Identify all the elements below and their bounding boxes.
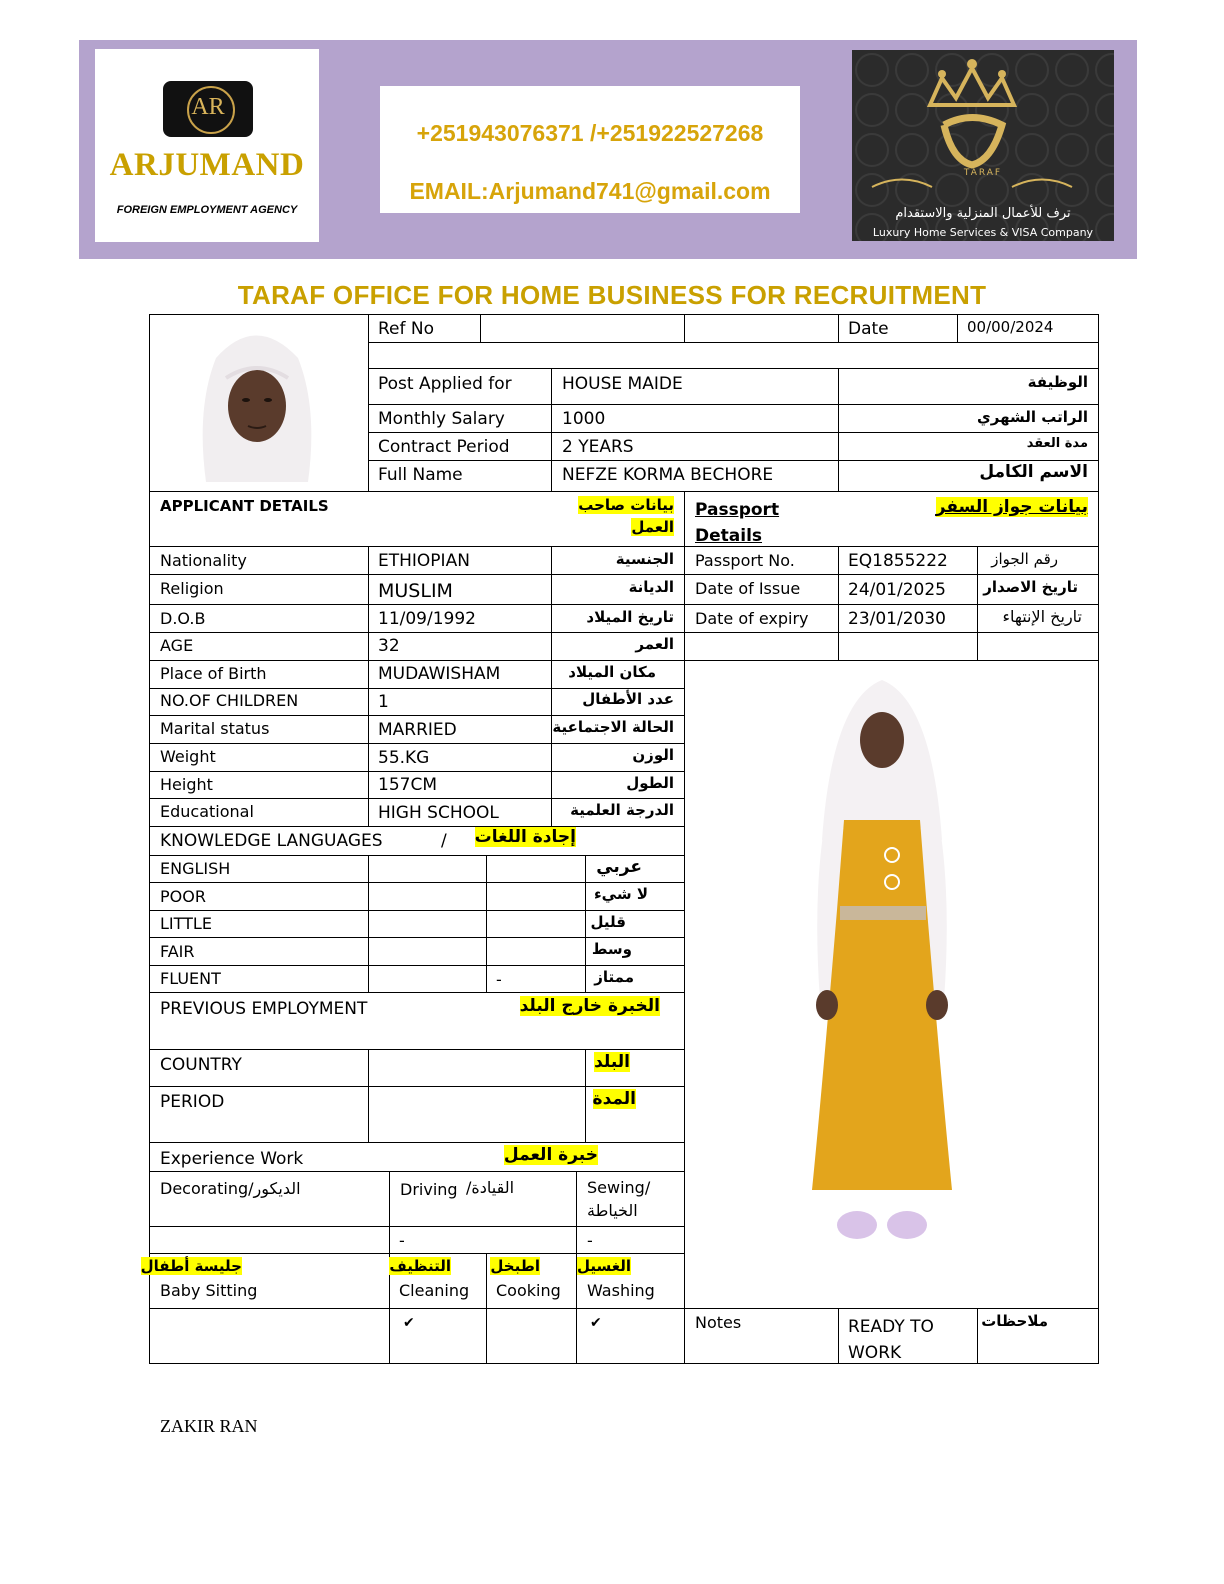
date-label: Date	[848, 319, 889, 339]
age-ar: العمر	[635, 635, 674, 653]
driving-ar: /القيادة	[466, 1178, 515, 1197]
age-value: 32	[378, 636, 400, 656]
passport-heading-1: Passport	[695, 500, 780, 520]
applicant-full-body-photo	[792, 670, 974, 1260]
driving-label: Driving	[400, 1180, 458, 1199]
monthly-salary-label: Monthly Salary	[378, 409, 505, 429]
skill-cleaning-en: Cleaning	[399, 1281, 470, 1300]
lang-english-label: ENGLISH	[160, 859, 231, 878]
sewing-mark: -	[587, 1231, 593, 1250]
lang-fluent-ar: ممتاز	[594, 968, 634, 986]
sewing-label-2: الخياطة	[587, 1201, 638, 1220]
educational-label: Educational	[160, 802, 254, 821]
notes-ar: ملاحظات	[981, 1312, 1048, 1330]
children-ar: عدد الأطفال	[582, 690, 674, 708]
skill-cleaning-ar	[389, 1256, 451, 1276]
languages-ar-text: إجادة اللغات	[474, 827, 576, 847]
applicant-portrait-photo	[176, 318, 338, 482]
passport-no-label: Passport No.	[695, 551, 795, 570]
date-of-issue-label: Date of Issue	[695, 579, 801, 598]
place-of-birth-value: MUDAWISHAM	[378, 664, 501, 684]
passport-no-ar: رقم الجواز	[991, 550, 1058, 568]
post-applied-ar: الوظيفة	[1027, 373, 1088, 391]
educational-ar: الدرجة العلمية	[570, 801, 674, 819]
passport-details-ar	[880, 497, 1088, 517]
children-value: 1	[378, 692, 389, 712]
lang-little-label: LITTLE	[160, 914, 212, 933]
notes-value-1: READY TO	[848, 1317, 934, 1337]
passport-details-heading	[695, 497, 779, 549]
notes-value-2: WORK	[848, 1343, 902, 1363]
date-of-issue-value: 24/01/2025	[848, 580, 946, 600]
sewing-label-1: Sewing/	[587, 1178, 651, 1197]
previous-employment-ar	[500, 996, 660, 1016]
taraf-logo	[852, 50, 1114, 241]
contact-box	[380, 86, 800, 213]
logo-name: ARJUMAND	[109, 147, 305, 183]
height-value: 157CM	[378, 775, 437, 795]
children-label: NO.OF CHILDREN	[160, 691, 299, 710]
lang-fluent-mark: -	[496, 970, 502, 989]
lang-little-ar: قليل	[590, 913, 626, 931]
skill-washing-en: Washing	[587, 1281, 655, 1300]
email-address: EMAIL:Arjumand741@gmail.com	[409, 178, 771, 204]
previous-employment-ar-text: الخبرة خارج البلد	[519, 996, 660, 1016]
height-ar: الطول	[626, 774, 674, 792]
lang-english-ar: عربي	[596, 857, 642, 877]
date-of-expiry-ar: تاريخ الإنتهاء	[1002, 607, 1082, 626]
marital-status-ar: الحالة الاجتماعية	[552, 718, 674, 736]
monthly-salary-ar: الراتب الشهري	[977, 408, 1088, 426]
languages-ar	[470, 827, 576, 847]
country-ar-text: البلد	[594, 1052, 630, 1072]
date-of-expiry-label: Date of expiry	[695, 609, 809, 628]
contract-period-ar: مدة العقد	[1026, 436, 1088, 451]
lang-poor-label: POOR	[160, 887, 206, 906]
notes-label: Notes	[695, 1313, 742, 1332]
contract-period-label: Contract Period	[378, 437, 510, 457]
date-of-expiry-value: 23/01/2030	[848, 609, 946, 629]
post-applied-label: Post Applied for	[378, 374, 512, 394]
passport-no-value: EQ1855222	[848, 551, 948, 571]
contract-period-value: 2 YEARS	[562, 437, 634, 457]
marital-status-label: Marital status	[160, 719, 270, 738]
skill-washing-ar	[576, 1256, 631, 1276]
footer-signature: ZAKIR RAN	[160, 1416, 258, 1436]
skill-washing-ar-text: الغسيل	[576, 1257, 631, 1275]
experience-work-ar	[500, 1145, 598, 1165]
lang-fluent-label: FLUENT	[160, 969, 221, 988]
applicant-details-ar-1: بيانات صاحب	[578, 496, 674, 514]
country-label: COUNTRY	[160, 1055, 242, 1075]
taraf-tagline: Luxury Home Services & VISA Company	[872, 226, 1094, 239]
lang-poor-ar: لا شيء	[594, 885, 648, 903]
period-label: PERIOD	[160, 1092, 225, 1112]
lang-fair-ar: وسط	[591, 940, 632, 958]
place-of-birth-label: Place of Birth	[160, 664, 267, 683]
experience-work-heading: Experience Work	[160, 1149, 304, 1169]
page-title: TARAF OFFICE FOR HOME BUSINESS FOR RECRUITMENT	[237, 280, 987, 310]
logo-mark: AR	[191, 94, 225, 120]
weight-ar: الوزن	[632, 746, 674, 764]
skill-baby-sitting-ar	[140, 1256, 242, 1276]
passport-heading-2: Details	[695, 526, 763, 546]
driving-mark: -	[399, 1231, 405, 1250]
nationality-ar: الجنسية	[615, 550, 674, 568]
arjumand-logo	[95, 49, 319, 242]
religion-label: Religion	[160, 579, 224, 598]
educational-value: HIGH SCHOOL	[378, 803, 499, 823]
nationality-value: ETHIOPIAN	[378, 551, 470, 571]
languages-slash: /	[441, 831, 447, 851]
dob-label: D.O.B	[160, 609, 206, 628]
skill-cleaning-ar-text: التنظيف	[389, 1257, 451, 1275]
period-ar-text: المدة	[592, 1089, 636, 1109]
previous-employment-heading: PREVIOUS EMPLOYMENT	[160, 999, 368, 1019]
marital-status-value: MARRIED	[378, 720, 457, 740]
skill-washing-check: ✔	[590, 1315, 602, 1331]
applicant-details-heading: APPLICANT DETAILS	[160, 497, 329, 515]
skill-baby-sitting-ar-text: جليسة أطفال	[140, 1257, 242, 1275]
post-applied-value: HOUSE MAIDE	[562, 374, 683, 394]
date-of-issue-ar: تاريخ الاصدار	[983, 578, 1078, 596]
logo-emblem	[163, 81, 253, 137]
religion-value: MUSLIM	[378, 580, 453, 602]
date-value: 00/00/2024	[967, 318, 1054, 336]
notes-value	[848, 1314, 934, 1366]
dob-ar: تاريخ الميلاد	[586, 608, 674, 626]
lang-fair-label: FAIR	[160, 942, 195, 961]
place-of-birth-ar: مكان الميلاد	[568, 663, 656, 681]
dob-value: 11/09/1992	[378, 609, 476, 629]
full-name-label: Full Name	[378, 465, 463, 485]
height-label: Height	[160, 775, 213, 794]
skill-baby-sitting-en: Baby Sitting	[160, 1281, 258, 1300]
monthly-salary-value: 1000	[562, 409, 606, 429]
decorating-label: Decorating/الديكور	[160, 1179, 301, 1198]
passport-details-ar-text: بيانات جواز السفر	[935, 497, 1088, 517]
skill-cooking-ar	[490, 1256, 540, 1276]
nationality-label: Nationality	[160, 551, 247, 570]
weight-label: Weight	[160, 747, 216, 766]
taraf-en: TARAF	[963, 168, 1003, 178]
skill-cleaning-check: ✔	[403, 1315, 415, 1331]
languages-heading: KNOWLEDGE LANGUAGES	[160, 831, 383, 851]
weight-value: 55.KG	[378, 748, 430, 768]
country-ar	[580, 1052, 630, 1072]
period-ar	[580, 1089, 636, 1109]
full-name-ar: الاسم الكامل	[979, 462, 1088, 482]
phone-numbers: +251943076371 /+251922527268	[416, 120, 764, 146]
taraf-ar: ترف للأعمال المنزلية والاستقدام	[895, 206, 1071, 221]
skill-cooking-ar-text: اطبخل	[490, 1257, 540, 1275]
skill-cooking-en: Cooking	[496, 1281, 561, 1300]
experience-work-ar-text: خبرة العمل	[503, 1145, 598, 1165]
applicant-details-ar	[500, 494, 674, 538]
applicant-details-ar-2: العمل	[631, 518, 674, 536]
ref-no-field[interactable]	[481, 315, 683, 341]
religion-ar: الديانة	[628, 578, 674, 596]
logo-subtitle: FOREIGN EMPLOYMENT AGENCY	[116, 204, 298, 216]
full-name-value: NEFZE KORMA BECHORE	[562, 465, 774, 485]
ref-no-label: Ref No	[378, 319, 435, 339]
age-label: AGE	[160, 636, 194, 655]
